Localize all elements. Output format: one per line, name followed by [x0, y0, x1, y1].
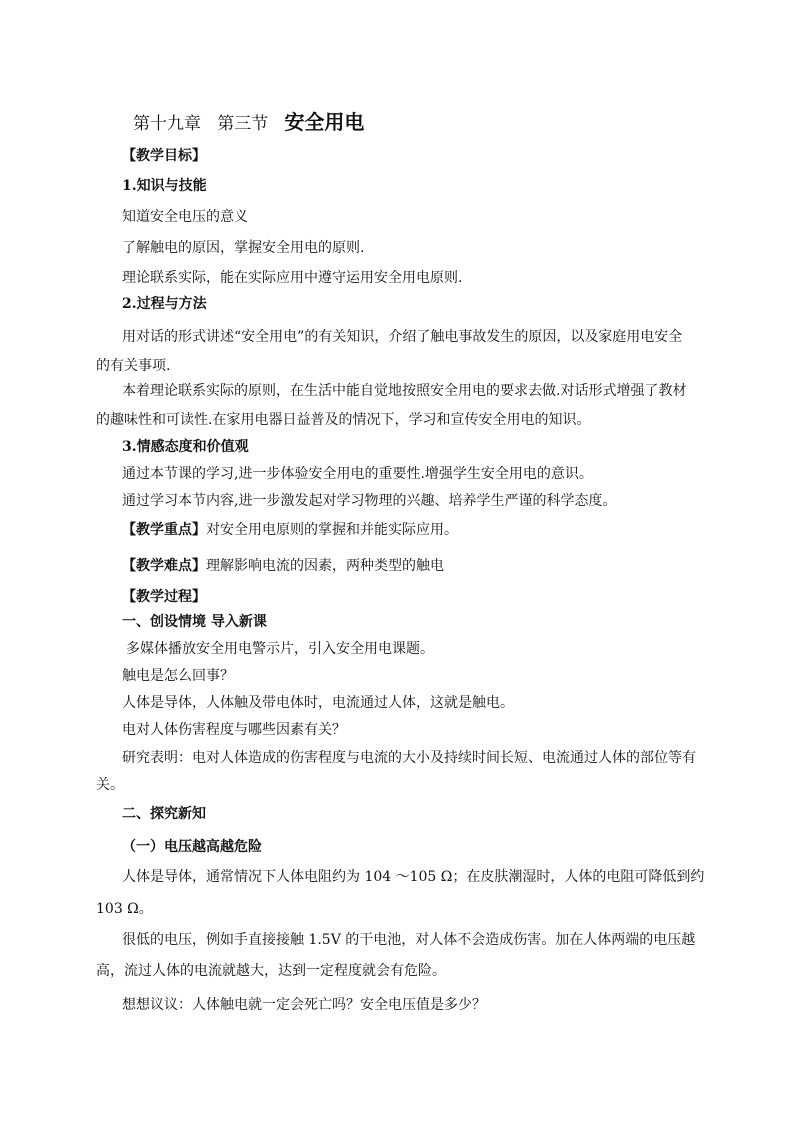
difficulty-text: 理解影响电流的因素，两种类型的触电: [206, 558, 444, 574]
paragraph-line: 想想议议：人体触电就一定会死亡吗？安全电压值是多少？: [122, 997, 486, 1013]
heading-knowledge-skills: 1.知识与技能: [122, 178, 207, 194]
heading-attitude-values: 3.情感态度和价值观: [122, 439, 249, 455]
paragraph-line: 知道安全电压的意义: [122, 209, 248, 225]
key-point-label: 【教学重点】: [122, 522, 206, 538]
difficulty-label: 【教学难点】: [122, 558, 206, 574]
paragraph-line: 通过本节课的学习,进一步体验安全用电的重要性.增强学生安全用电的意识。: [122, 466, 593, 482]
paragraph-line: 电对人体伤害程度与哪些因素有关？: [122, 722, 346, 738]
paragraph-line: 多媒体播放安全用电警示片，引入安全用电课题。: [126, 641, 434, 657]
title-chapter: 第十九章: [133, 114, 201, 134]
paragraph-line: 很低的电压，例如手直接接触 1.5V 的干电池，对人体不会造成伤害。加在人体两端的电压越: [122, 932, 696, 948]
paragraph-line: 了解触电的原因，掌握安全用电的原则.: [122, 240, 365, 256]
heading-process-method: 2.过程与方法: [122, 296, 207, 312]
heading-teaching-process: 【教学过程】: [122, 589, 206, 605]
paragraph-line: 通过学习本节内容,进一步激发起对学习物理的兴趣、培养学生严谨的科学态度。: [122, 493, 617, 509]
paragraph-line: 103 Ω。: [96, 901, 153, 917]
paragraph-line: 人体是导体，人体触及带电体时，电流通过人体，这就是触电。: [122, 695, 514, 711]
heading-subsection-one: （一）电压越高越危险: [122, 839, 262, 855]
paragraph-line: 理论联系实际，能在实际应用中遵守运用安全用电原则.: [122, 270, 463, 286]
page-title: [133, 106, 364, 135]
paragraph-line: 的趣味性和可读性.在家用电器日益普及的情况下，学习和宣传安全用电的知识。: [96, 412, 591, 428]
heading-objectives: 【教学目标】: [122, 148, 206, 164]
paragraph-line: 触电是怎么回事？: [122, 668, 234, 684]
paragraph-line: 研究表明：电对人体造成的伤害程度与电流的大小及持续时间长短、电流通过人体的部位等有: [122, 750, 696, 766]
paragraph-line: 的有关事项.: [96, 358, 171, 374]
paragraph-line: 用对话的形式讲述“安全用电”的有关知识，介绍了触电事故发生的原因，以及家庭用电安全: [122, 329, 683, 345]
difficulty-line: [122, 556, 444, 576]
key-point-line: [122, 520, 458, 540]
paragraph-line: 高，流过人体的电流就越大，达到一定程度就会有危险。: [96, 963, 446, 979]
heading-section-one: 一、创设情境 导入新课: [122, 614, 267, 630]
heading-section-two: 二、探究新知: [122, 806, 206, 822]
key-point-text: 对安全用电原则的掌握和并能实际应用。: [206, 522, 458, 538]
title-name: 安全用电: [284, 110, 365, 134]
paragraph-line: 关。: [96, 777, 124, 793]
title-section: 第三节: [217, 114, 269, 134]
paragraph-line: 本着理论联系实际的原则，在生活中能自觉地按照安全用电的要求去做.对话形式增强了教材: [122, 383, 687, 399]
paragraph-line: 人体是导体，通常情况下人体电阻约为 104 ～105 Ω；在皮肤潮湿时，人体的电阻可降低到约: [122, 869, 705, 885]
